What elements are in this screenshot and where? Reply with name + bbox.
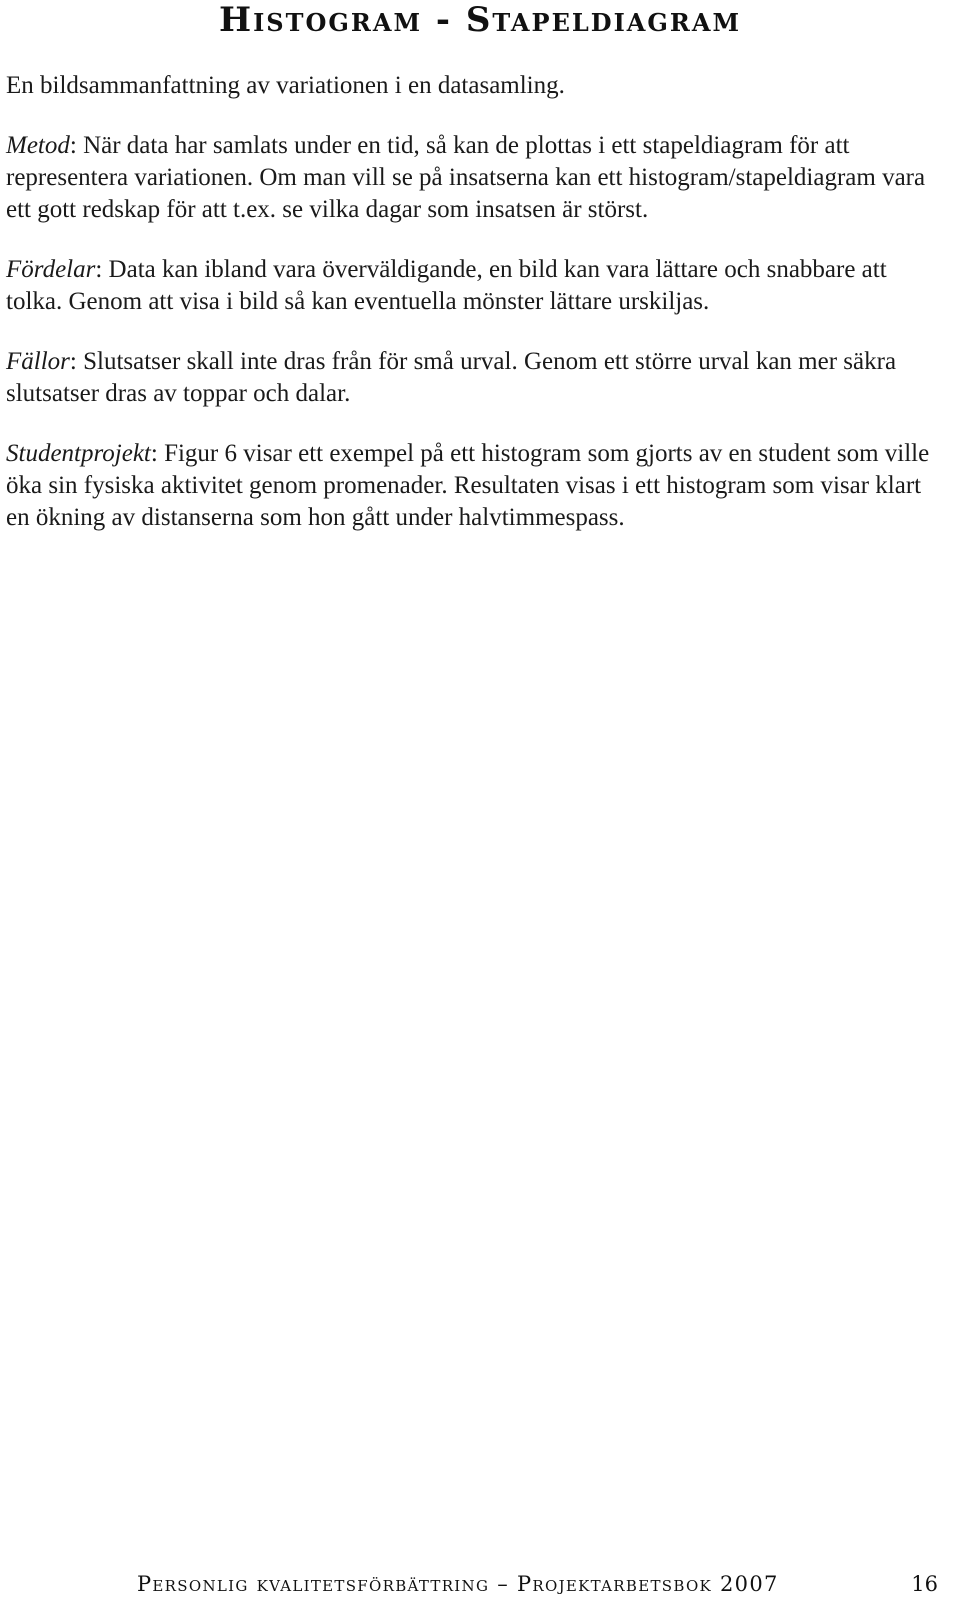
- section-lead-student-project: Studentprojekt: [6, 440, 151, 467]
- section-separator: :: [150, 440, 158, 467]
- section-separator: :: [69, 348, 77, 375]
- section-lead-method: Metod: [6, 132, 70, 159]
- section-separator: :: [95, 256, 103, 283]
- section-text-pitfalls: Slutsatser skall inte dras från för små urval. Genom ett större urval kan mer säkra slutsatser dras av toppar och dalar.: [6, 348, 897, 407]
- document-body: [6, 70, 946, 562]
- page-title: Histogram - Stapeldiagram: [218, 0, 742, 40]
- page-number: 16: [911, 1572, 938, 1596]
- section-student-project: [6, 438, 946, 534]
- section-text-student-project: Figur 6 visar ett exempel på ett histogram som gjorts av en student som ville öka sin fysiska aktivitet genom promenader. Resultaten visas i ett histogram som visar klart en ökning av distanserna som hon gått under halvtimmespass.: [6, 440, 930, 531]
- section-text-advantages: Data kan ibland vara överväldigande, en bild kan vara lättare och snabbare att tolka. Genom att visa i bild så kan eventuella mönster lättare urskiljas.: [6, 256, 887, 315]
- section-lead-pitfalls: Fällor: [6, 348, 70, 375]
- section-text-method: När data har samlats under en tid, så kan de plottas i ett stapeldiagram för att representera variationen. Om man vill se på insatserna kan ett histogram/stapeldiagram vara ett gott redskap för att t.ex. se vilka dagar som insatsen är störst.: [6, 132, 926, 223]
- section-advantages: [6, 254, 946, 318]
- footer-title: Personlig kvalitetsförbättring – Projektarbetsbok 2007: [137, 1572, 779, 1596]
- page-footer: [137, 1569, 960, 1599]
- section-lead-advantages: Fördelar: [6, 256, 96, 283]
- section-separator: :: [69, 132, 77, 159]
- section-method: [6, 130, 946, 226]
- intro-paragraph: En bildsammanfattning av variationen i en datasamling.: [6, 72, 565, 99]
- section-pitfalls: [6, 346, 946, 410]
